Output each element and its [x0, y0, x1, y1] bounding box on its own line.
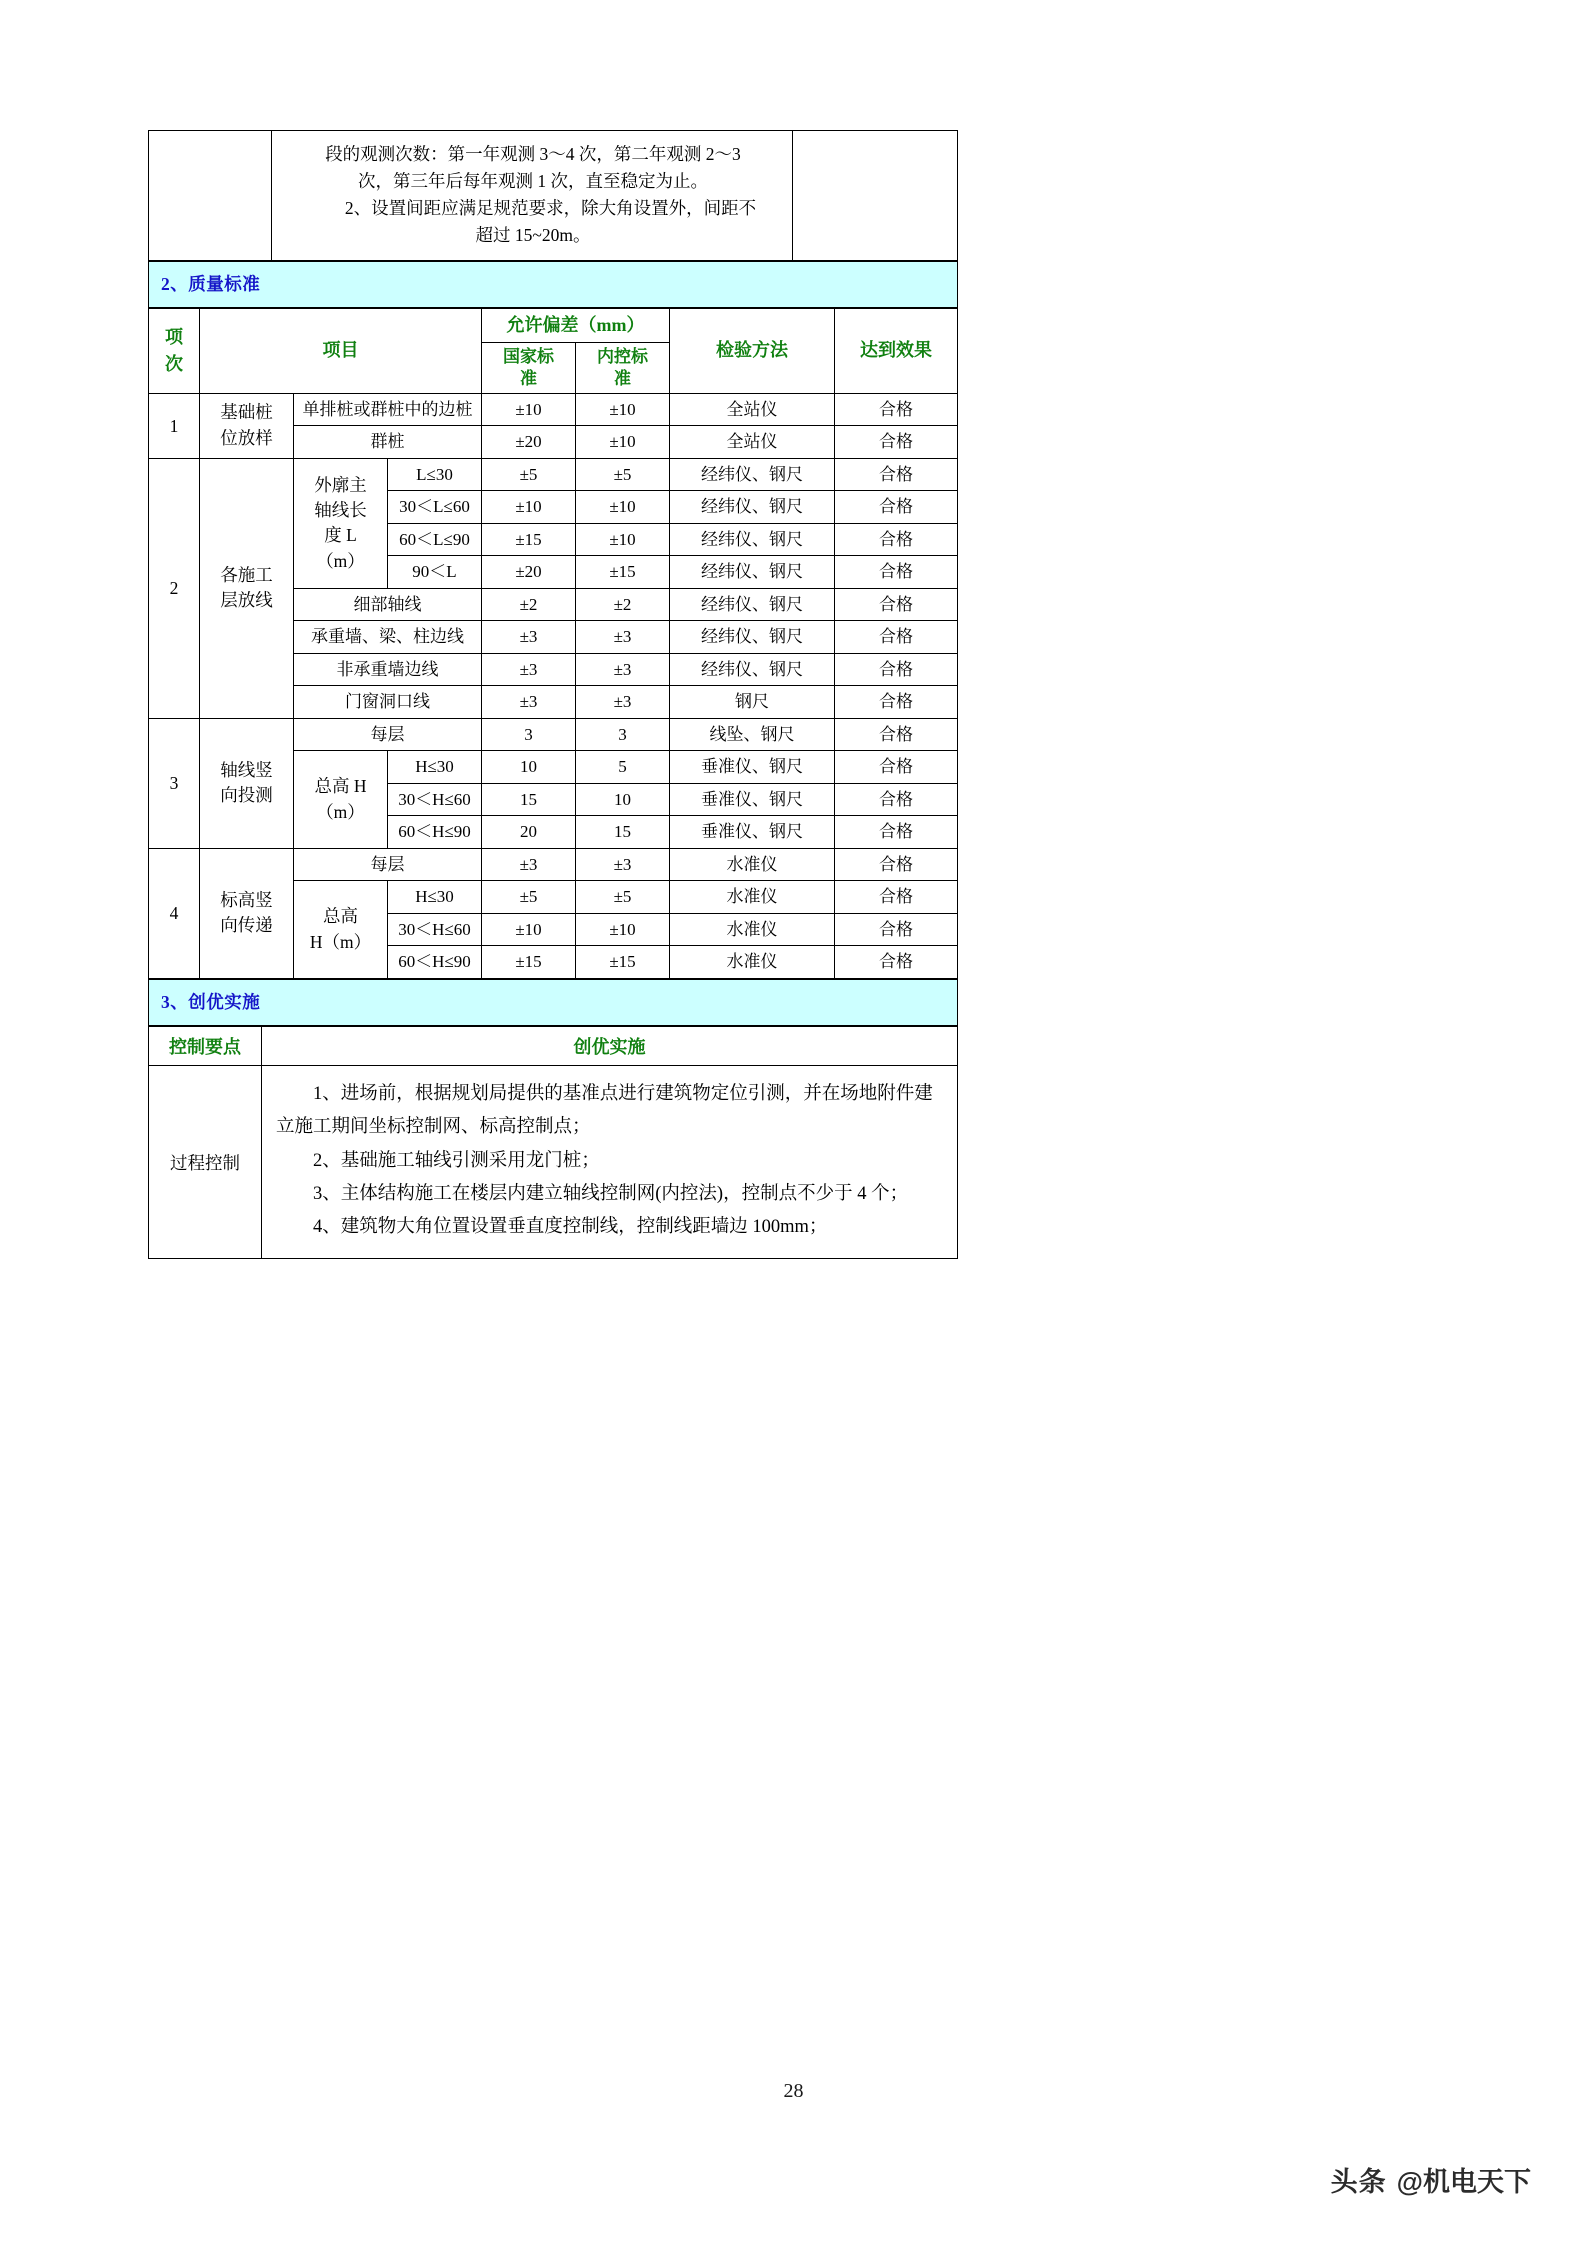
- cell-internal: 3: [576, 718, 670, 751]
- implementation-item: 4、建筑物大角位置设置垂直度控制线，控制线距墙边 100mm；: [313, 1217, 828, 1238]
- cell-method: 经纬仪、钢尺: [670, 458, 835, 491]
- cell-national: 20: [482, 816, 576, 849]
- cell-effect: 合格: [835, 556, 958, 589]
- cell-detail: 30＜H≤60: [388, 783, 482, 816]
- cell-method: 水准仪: [670, 946, 835, 979]
- cell-method: 经纬仪、钢尺: [670, 523, 835, 556]
- implementation-item: 3、主体结构施工在楼层内建立轴线控制网(内控法)，控制点不少于 4 个；: [313, 1183, 909, 1204]
- cell-method: 线坠、钢尺: [670, 718, 835, 751]
- header-internal-line2: 准: [614, 368, 631, 388]
- cell-effect: 合格: [835, 393, 958, 426]
- cell-detail: 每层: [294, 718, 482, 751]
- cell-internal: ±5: [576, 458, 670, 491]
- header-internal-line1: 内控标: [597, 346, 648, 366]
- cell-detail: 细部轴线: [294, 588, 482, 621]
- top-blank-left-cell: [149, 131, 272, 261]
- header-national-line2: 准: [520, 368, 537, 388]
- cell-effect: 合格: [835, 783, 958, 816]
- cell-detail: 每层: [294, 848, 482, 881]
- cell-national: ±3: [482, 686, 576, 719]
- cell-national: ±15: [482, 523, 576, 556]
- cell-method: 经纬仪、钢尺: [670, 556, 835, 589]
- cell-national: ±3: [482, 621, 576, 654]
- top-continuation-table: [148, 130, 958, 261]
- cell-method: 全站仪: [670, 426, 835, 459]
- cell-internal: ±3: [576, 653, 670, 686]
- watermark-text: @机电天下: [1396, 2167, 1531, 2197]
- table-row: [149, 458, 958, 491]
- table-row: [149, 393, 958, 426]
- watermark: [1331, 2160, 1531, 2199]
- row-no-1: 1: [149, 393, 200, 458]
- cell-method: 经纬仪、钢尺: [670, 653, 835, 686]
- cell-national: ±2: [482, 588, 576, 621]
- cell-national: 10: [482, 751, 576, 784]
- cell-detail: 30＜L≤60: [388, 491, 482, 524]
- cell-effect: 合格: [835, 491, 958, 524]
- cell-internal: ±10: [576, 426, 670, 459]
- row-name-2: 各施工 层放线: [200, 458, 294, 718]
- header-internal: [576, 342, 670, 393]
- cell-effect: 合格: [835, 426, 958, 459]
- cell-internal: ±15: [576, 556, 670, 589]
- cell-method: 水准仪: [670, 881, 835, 914]
- row-group-3: 总高 H （m）: [294, 751, 388, 849]
- row-label-process-control: 过程控制: [149, 1065, 262, 1258]
- cell-method: 全站仪: [670, 393, 835, 426]
- cell-effect: 合格: [835, 946, 958, 979]
- cell-effect: 合格: [835, 523, 958, 556]
- section2-banner-table: [148, 261, 958, 308]
- cell-detail: 单排桩或群桩中的边桩: [294, 393, 482, 426]
- header-xiangci: [149, 308, 200, 393]
- header-implementation: 创优实施: [262, 1026, 958, 1065]
- cell-national: ±10: [482, 491, 576, 524]
- implementation-item: 1、进场前，根据规划局提供的基准点进行建筑物定位引测，并在场地附件建立施工期间坐标控制网、标高控制点；: [276, 1083, 933, 1138]
- table-row: [149, 131, 958, 261]
- row-group-2: 外廓主 轴线长 度 L （m）: [294, 458, 388, 588]
- row-name-1: 基础桩 位放样: [200, 393, 294, 458]
- cell-internal: ±2: [576, 588, 670, 621]
- cell-internal: ±3: [576, 848, 670, 881]
- cell-internal: ±10: [576, 523, 670, 556]
- table-header-row: [149, 308, 958, 342]
- cell-detail: H≤30: [388, 751, 482, 784]
- row-group-4: 总高 H（m）: [294, 881, 388, 979]
- cell-national: ±3: [482, 653, 576, 686]
- cell-detail: 60＜H≤90: [388, 816, 482, 849]
- cell-internal: ±10: [576, 491, 670, 524]
- cell-detail: 门窗洞口线: [294, 686, 482, 719]
- row-no-4: 4: [149, 848, 200, 978]
- toutiao-logo-icon: 头条: [1330, 2167, 1387, 2197]
- cell-detail: 90＜L: [388, 556, 482, 589]
- cell-method: 经纬仪、钢尺: [670, 621, 835, 654]
- cell-internal: ±5: [576, 881, 670, 914]
- header-national-line1: 国家标: [503, 346, 554, 366]
- cell-method: 经纬仪、钢尺: [670, 588, 835, 621]
- cell-method: 垂准仪、钢尺: [670, 816, 835, 849]
- implementation-items-cell: [262, 1065, 958, 1258]
- row-no-3: 3: [149, 718, 200, 848]
- cell-internal: ±10: [576, 913, 670, 946]
- table-row: [149, 848, 958, 881]
- cell-effect: 合格: [835, 718, 958, 751]
- cell-detail: 群桩: [294, 426, 482, 459]
- cell-method: 水准仪: [670, 848, 835, 881]
- cell-effect: 合格: [835, 458, 958, 491]
- header-xiangci-line1: 项: [165, 326, 183, 347]
- top-note-cell: [272, 131, 793, 261]
- section3-banner-table: [148, 979, 958, 1026]
- cell-method: 钢尺: [670, 686, 835, 719]
- cell-effect: 合格: [835, 816, 958, 849]
- table-header-row: [149, 1026, 958, 1065]
- top-note-item2-cont: 超过 15~20m。: [475, 225, 591, 246]
- header-xiangmu: 项目: [200, 308, 482, 393]
- cell-national: 15: [482, 783, 576, 816]
- cell-detail: 非承重墙边线: [294, 653, 482, 686]
- table-row: [149, 1065, 958, 1258]
- header-effect: 达到效果: [835, 308, 958, 393]
- cell-effect: 合格: [835, 686, 958, 719]
- implementation-item: 2、基础施工轴线引测采用龙门桩；: [313, 1150, 600, 1171]
- header-xiangci-line2: 次: [165, 353, 183, 374]
- cell-internal: ±10: [576, 393, 670, 426]
- cell-national: ±5: [482, 458, 576, 491]
- page-number: 28: [783, 2080, 804, 2102]
- cell-national: 3: [482, 718, 576, 751]
- top-note-line-1: 段的观测次数：第一年观测 3～4 次，第二年观测 2～3: [325, 144, 741, 164]
- cell-internal: ±3: [576, 686, 670, 719]
- top-note-line-2: 次，第三年后每年观测 1 次，直至稳定为止。: [358, 171, 708, 192]
- header-deviation: 允许偏差（mm）: [482, 308, 670, 342]
- quality-standard-table: [148, 308, 958, 979]
- cell-effect: 合格: [835, 751, 958, 784]
- section3-banner: 3、创优实施: [149, 979, 958, 1025]
- top-blank-right-cell: [793, 131, 958, 261]
- cell-internal: 10: [576, 783, 670, 816]
- cell-national: ±3: [482, 848, 576, 881]
- cell-detail: L≤30: [388, 458, 482, 491]
- cell-detail: 60＜H≤90: [388, 946, 482, 979]
- cell-internal: ±3: [576, 621, 670, 654]
- cell-internal: 5: [576, 751, 670, 784]
- cell-effect: 合格: [835, 588, 958, 621]
- cell-detail: 30＜H≤60: [388, 913, 482, 946]
- top-note-item2: 2、设置间距应满足规范要求，除大角设置外，间距不: [344, 198, 757, 219]
- implementation-table: [148, 1026, 958, 1259]
- cell-effect: 合格: [835, 653, 958, 686]
- cell-national: ±10: [482, 913, 576, 946]
- cell-detail: 承重墙、梁、柱边线: [294, 621, 482, 654]
- cell-national: ±20: [482, 556, 576, 589]
- header-national: [482, 342, 576, 393]
- cell-detail: H≤30: [388, 881, 482, 914]
- cell-method: 垂准仪、钢尺: [670, 783, 835, 816]
- row-name-4: 标高竖 向传递: [200, 848, 294, 978]
- cell-method: 经纬仪、钢尺: [670, 491, 835, 524]
- row-name-3: 轴线竖 向投测: [200, 718, 294, 848]
- cell-effect: 合格: [835, 621, 958, 654]
- cell-detail: 60＜L≤90: [388, 523, 482, 556]
- cell-method: 水准仪: [670, 913, 835, 946]
- cell-effect: 合格: [835, 913, 958, 946]
- cell-national: ±20: [482, 426, 576, 459]
- cell-national: ±15: [482, 946, 576, 979]
- header-method: 检验方法: [670, 308, 835, 393]
- table-row: [149, 261, 958, 307]
- document-sheet: [148, 130, 958, 1259]
- cell-effect: 合格: [835, 881, 958, 914]
- row-no-2: 2: [149, 458, 200, 718]
- cell-national: ±5: [482, 881, 576, 914]
- cell-internal: ±15: [576, 946, 670, 979]
- table-row: [149, 718, 958, 751]
- cell-national: ±10: [482, 393, 576, 426]
- cell-effect: 合格: [835, 848, 958, 881]
- header-control-point: 控制要点: [149, 1026, 262, 1065]
- table-row: [149, 979, 958, 1025]
- cell-internal: 15: [576, 816, 670, 849]
- cell-method: 垂准仪、钢尺: [670, 751, 835, 784]
- section2-banner: 2、质量标准: [149, 261, 958, 307]
